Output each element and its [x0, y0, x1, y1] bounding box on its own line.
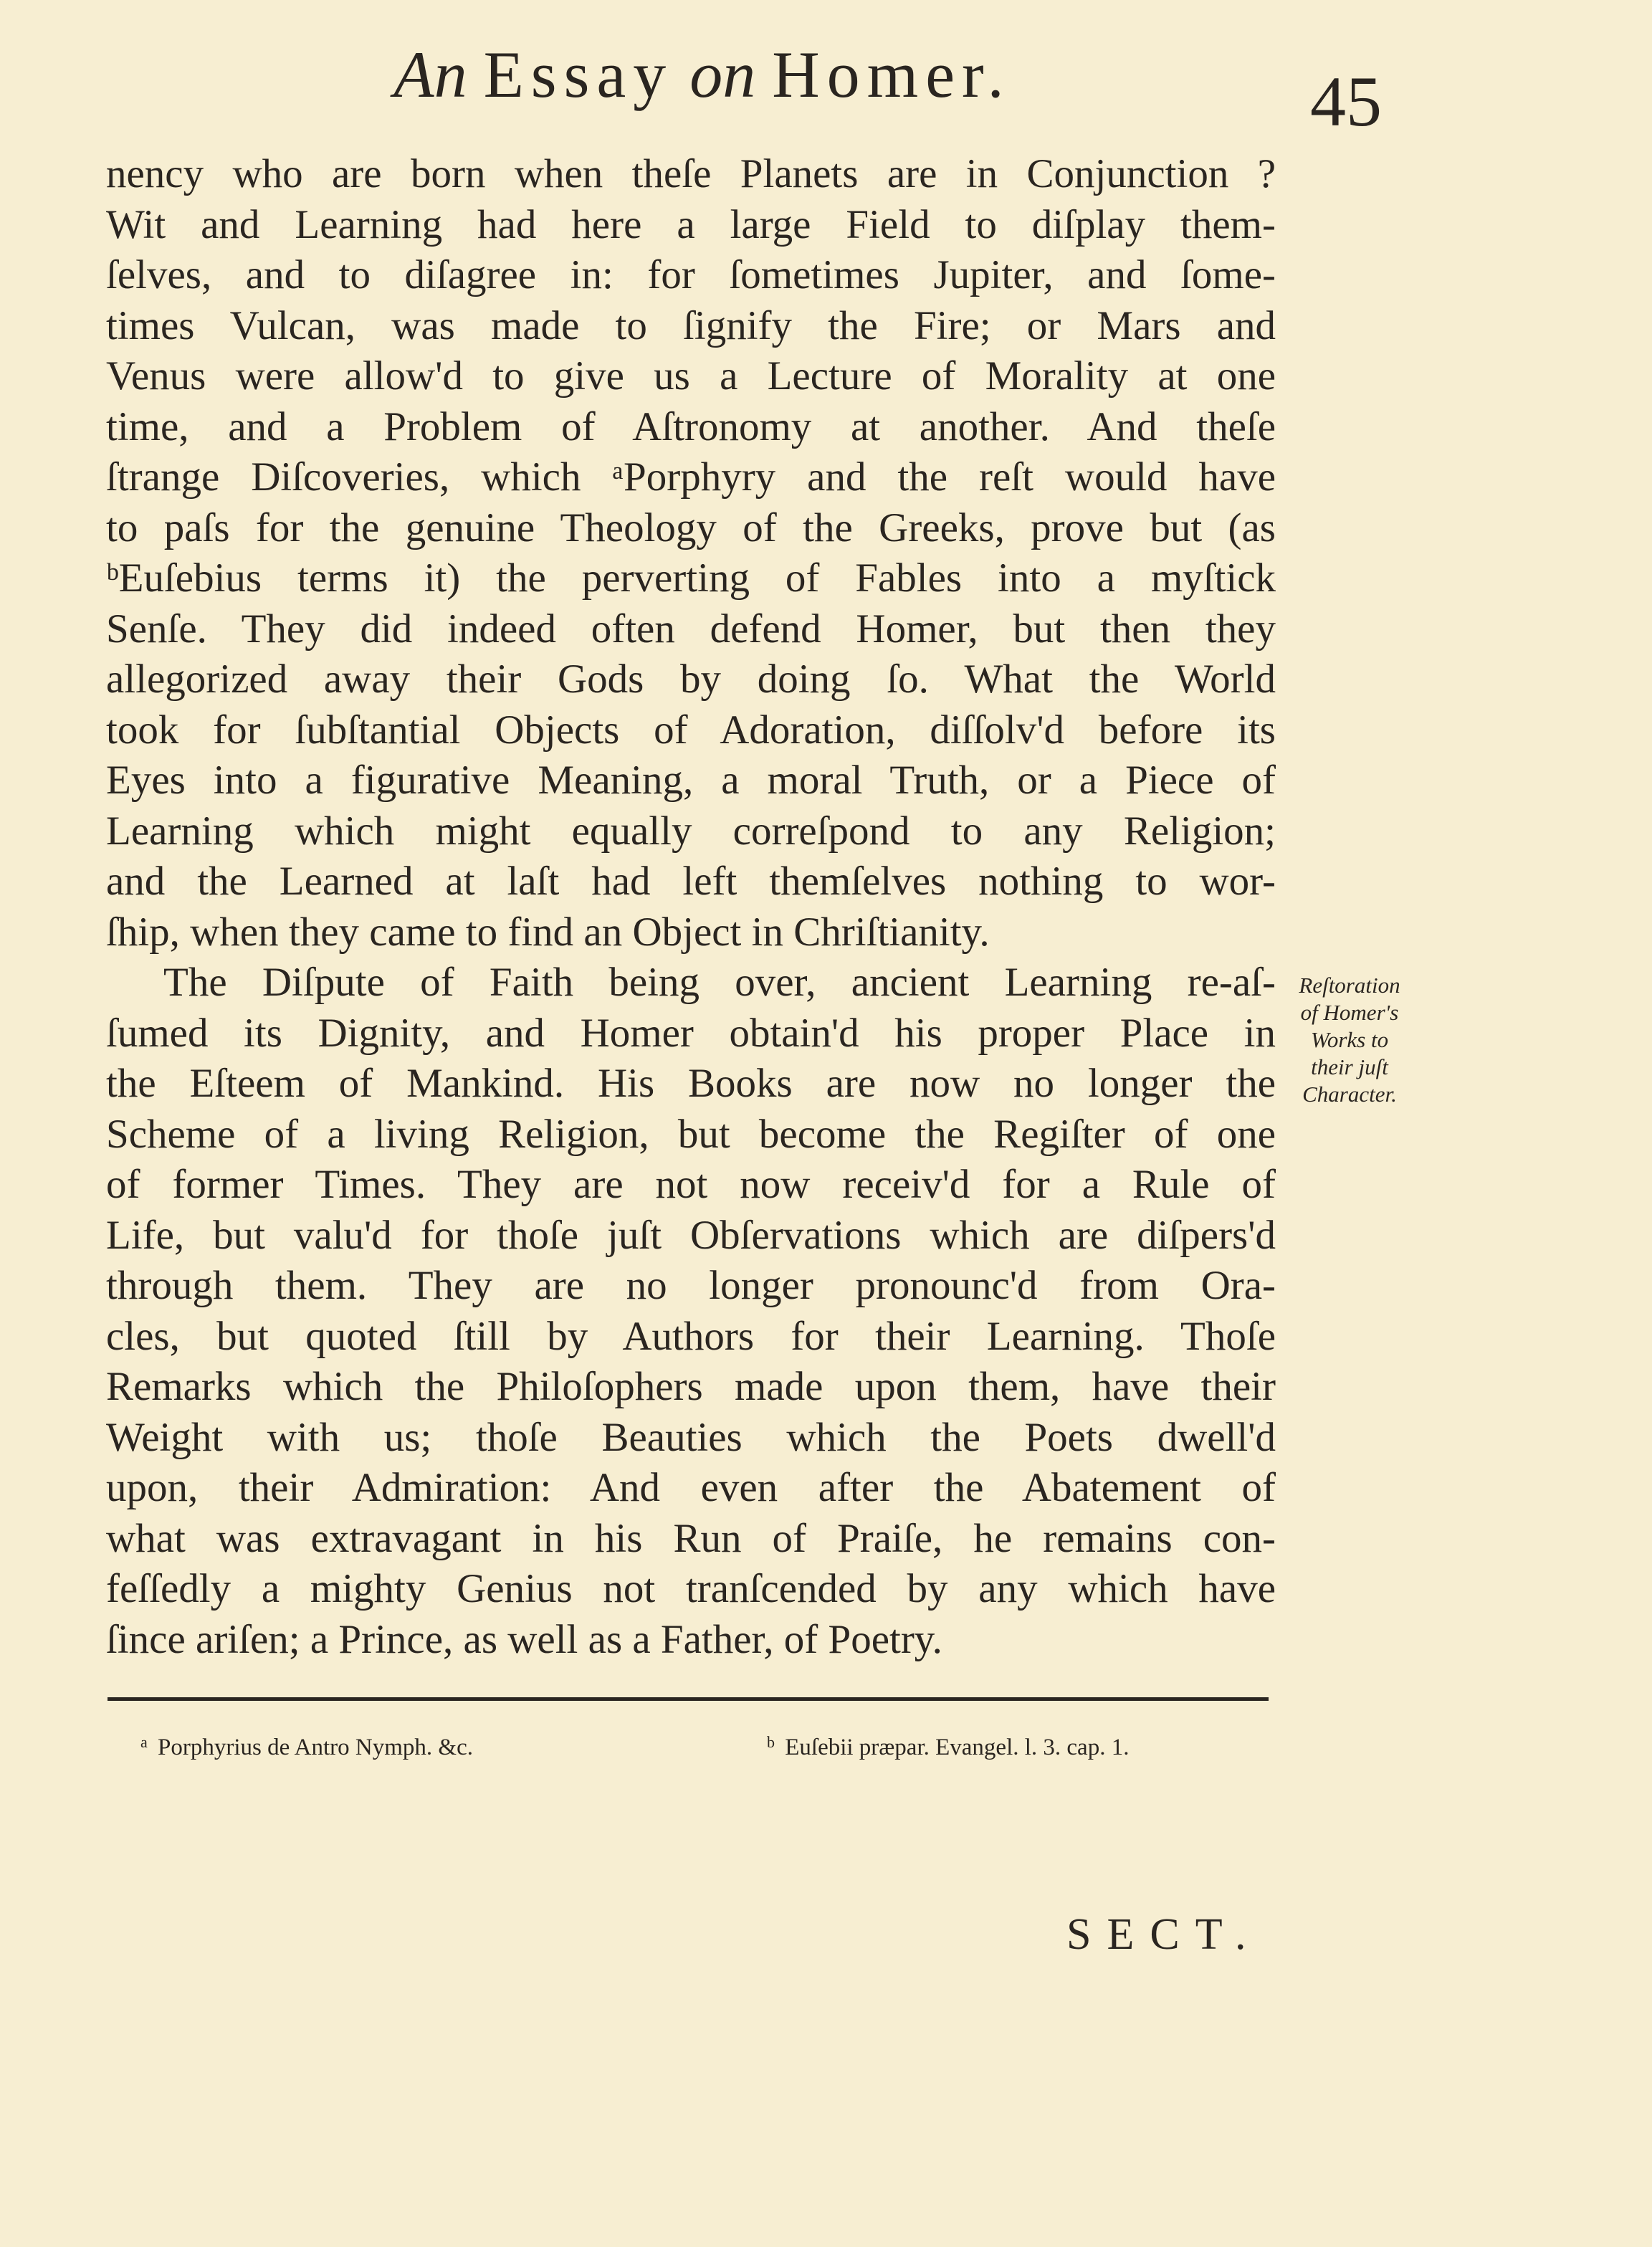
- footnote-mark: a: [140, 1733, 148, 1751]
- footnote-b: [767, 1735, 1129, 1760]
- text-line: Scheme of a living Religion, but become the Regiſter of one: [106, 1111, 1276, 1157]
- text-line: ſtrange Diſcoveries, which ᵃPorphyry and the reſt would have: [106, 454, 1276, 500]
- text-line: time, and a Problem of Aſtronomy at another. And theſe: [106, 404, 1276, 449]
- running-head: [323, 38, 1082, 111]
- running-head-word: Homer.: [772, 38, 1011, 111]
- text-line: times Vulcan, was made to ſignify the Fire; or Mars and: [106, 302, 1276, 348]
- text-line: Remarks which the Philoſophers made upon them, have their: [106, 1364, 1276, 1409]
- text-line: Eyes into a figurative Meaning, a moral Truth, or a Piece of: [106, 758, 1276, 803]
- text-line: cles, but quoted ſtill by Authors for their Learning. Thoſe: [106, 1313, 1276, 1359]
- text-line: allegorized away their Gods by doing ſo. What the World: [106, 657, 1276, 702]
- marginal-note-line: Character.: [1302, 1082, 1397, 1107]
- running-head-word: An: [393, 38, 467, 111]
- footnote-rule: [108, 1697, 1269, 1701]
- text-line: Life, but valu'd for thoſe juſt Obſervations which are diſpers'd: [106, 1212, 1276, 1258]
- text-line: what was extravagant in his Run of Praiſe, he remains con-: [106, 1515, 1276, 1561]
- text-line: ſelves, and to diſagree in: for ſometimes Jupiter, and ſome-: [106, 252, 1276, 297]
- marginal-note-line: their juſt: [1311, 1054, 1388, 1079]
- text-line: took for ſubſtantial Objects of Adoration, diſſolv'd before its: [106, 707, 1276, 753]
- marginal-note-line: of Homer's: [1300, 1000, 1399, 1025]
- footnote-a: [140, 1735, 473, 1760]
- marginal-note: [1274, 972, 1425, 1108]
- text-line: Venus were allow'd to give us a Lecture of Morality at one: [106, 353, 1276, 399]
- text-line: ſumed its Dignity, and Homer obtain'd his proper Place in: [106, 1010, 1276, 1056]
- text-line: of former Times. They are not now receiv'd for a Rule of: [106, 1162, 1276, 1207]
- text-line: and the Learned at laſt had left themſelves nothing to wor-: [106, 859, 1276, 904]
- text-line: ᵇEuſebius terms it) the perverting of Fables into a myſtick: [106, 555, 1276, 601]
- marginal-note-line: Works to: [1310, 1027, 1389, 1052]
- text-line: Learning which might equally correſpond to any Religion;: [106, 808, 1276, 854]
- marginal-note-line: Reſtoration: [1299, 973, 1400, 998]
- text-line: Senſe. They did indeed often defend Homer, but then they: [106, 606, 1276, 652]
- footnote-mark: b: [767, 1733, 775, 1751]
- running-head-word: Essay: [483, 38, 674, 111]
- text-line: nency who are born when theſe Planets are in Conjunction ?: [106, 151, 1276, 196]
- text-line: Weight with us; thoſe Beauties which the Poets dwell'd: [106, 1414, 1276, 1460]
- text-line: The Diſpute of Faith being over, ancient Learning re-aſ-: [163, 960, 1276, 1005]
- page-number: 45: [1310, 62, 1382, 141]
- text-line: to paſs for the genuine Theology of the Greeks, prove but (as: [106, 505, 1276, 550]
- running-head-word: on: [689, 38, 756, 111]
- footnote-text: Porphyrius de Antro Nymph. &c.: [158, 1735, 473, 1760]
- footnote-text: Euſebii præpar. Evangel. l. 3. cap. 1.: [785, 1735, 1130, 1760]
- text-line: upon, their Admiration: And even after the Abatement of: [106, 1465, 1276, 1510]
- text-line: ſince ariſen; a Prince, as well as a Father, of Poetry.: [106, 1616, 942, 1662]
- text-line: through them. They are no longer pronounc'd from Ora-: [106, 1263, 1276, 1308]
- text-line: Wit and Learning had here a large Field to diſplay them-: [106, 201, 1276, 247]
- text-line: the Eſteem of Mankind. His Books are now no longer the: [106, 1061, 1276, 1106]
- text-line: ſhip, when they came to find an Object in Chriſtianity.: [106, 909, 990, 955]
- body-text: [106, 149, 1276, 1665]
- text-line: feſſedly a mighty Genius not tranſcended by any which have: [106, 1566, 1276, 1611]
- catchword: SECT.: [1066, 1910, 1262, 1959]
